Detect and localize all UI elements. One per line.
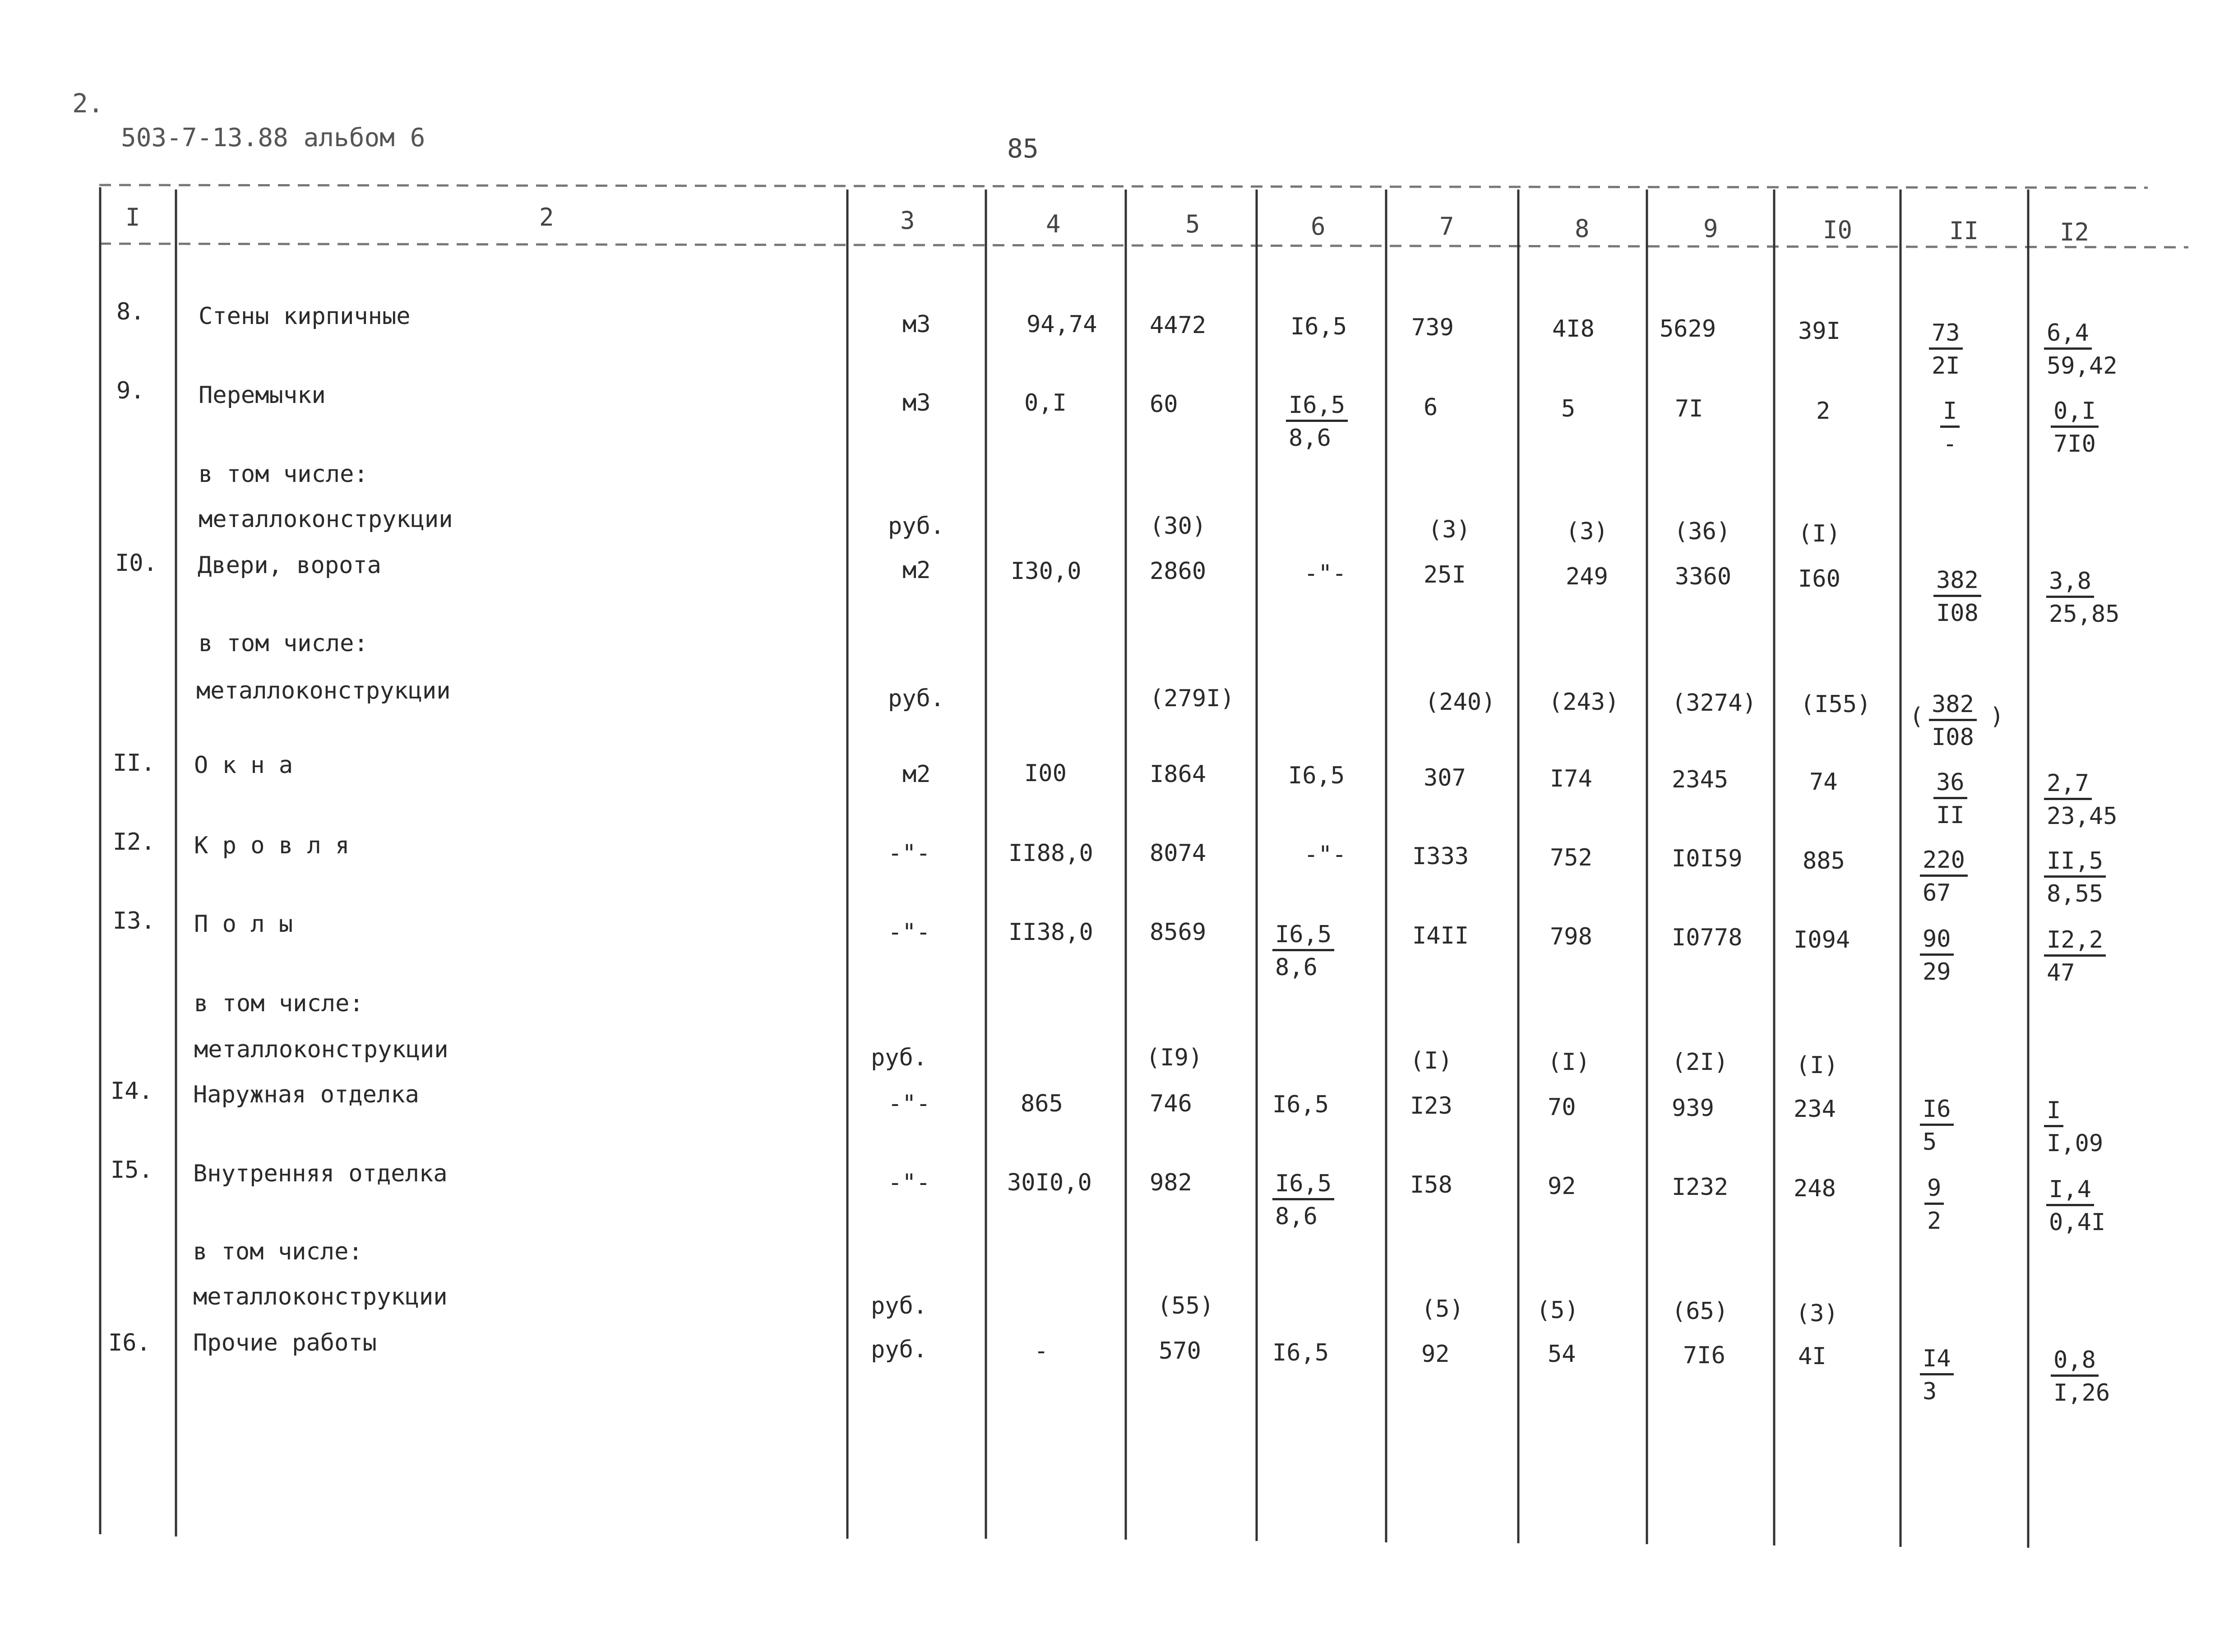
row-number: 9. [116, 377, 145, 404]
cell-col6: I6,5 [1272, 1339, 1329, 1366]
fraction-numerator: 382 [1929, 693, 1977, 721]
cell-col6-fraction [1286, 393, 1348, 450]
cell-col7: (3) [1428, 516, 1470, 543]
unit-cell: руб. [871, 1292, 928, 1319]
fraction-numerator: I6,5 [1272, 923, 1334, 951]
cell-col10: (3) [1796, 1300, 1838, 1327]
including-label: в том числе: [199, 461, 368, 488]
cell-col6-fraction [1272, 1172, 1334, 1228]
fraction-numerator: 3,8 [2046, 569, 2094, 598]
row-name: Прочие работы [193, 1329, 377, 1356]
cell-col5: 8569 [1150, 919, 1207, 946]
row-name: металлоконструкции [193, 1283, 448, 1310]
cell-col4: 0,I [1024, 389, 1067, 416]
document-code: 503-7-13.88 альбом 6 [121, 123, 425, 153]
cell-col5: (30) [1150, 513, 1207, 540]
row-name: К р о в л я [194, 832, 350, 859]
cell-col8: 249 [1566, 563, 1608, 590]
cell-col11-fraction [1920, 1347, 1954, 1403]
fraction-numerator: 73 [1929, 321, 1963, 350]
including-label: в том числе: [193, 1238, 363, 1265]
unit-cell: руб. [888, 513, 945, 540]
cell-col10: (I) [1796, 1052, 1838, 1079]
cell-col6: -"- [1304, 841, 1346, 868]
fraction-denominator: 67 [1923, 879, 1951, 907]
cell-col10: I60 [1798, 565, 1840, 592]
fraction-denominator: 0,4I [2049, 1209, 2106, 1236]
cell-col9: I0I59 [1672, 845, 1743, 872]
cell-col4: 865 [1021, 1090, 1063, 1117]
cell-col8: (5) [1536, 1297, 1579, 1324]
fraction-numerator: 36 [1933, 771, 1967, 799]
cell-col12-fraction [2044, 321, 2120, 378]
cell-col4: - [1034, 1337, 1049, 1365]
cell-col12-fraction [2051, 399, 2099, 456]
cell-col8: 752 [1550, 844, 1592, 871]
cell-col12-fraction [2044, 849, 2106, 906]
cell-col5: 982 [1150, 1169, 1192, 1196]
fraction-denominator: 3 [1923, 1378, 1937, 1405]
cell-col8: (I) [1548, 1049, 1590, 1076]
column-number-5: 5 [1185, 210, 1200, 238]
fraction-numerator: 2,7 [2044, 772, 2092, 800]
cell-col9: 2345 [1672, 766, 1729, 793]
cell-col11-fraction [1929, 321, 1963, 378]
fraction-numerator: 9 [1924, 1176, 1944, 1205]
unit-cell: м2 [902, 761, 931, 788]
unit-cell: м2 [902, 557, 931, 584]
cell-col12-fraction [2044, 772, 2120, 828]
cell-col9: 939 [1672, 1095, 1714, 1122]
cell-col11-fraction [1940, 399, 1960, 456]
cell-col6: -"- [1304, 560, 1346, 587]
cell-col7: I58 [1410, 1171, 1452, 1199]
cell-col11-fraction [1933, 569, 1981, 625]
fraction-denominator: II [1936, 802, 1965, 829]
cell-col9: 3360 [1675, 563, 1732, 590]
column-number-2: 2 [539, 203, 554, 231]
column-number-1: I [125, 203, 140, 231]
cell-col9: 7I [1675, 395, 1703, 422]
row-name: Перемычки [199, 382, 326, 409]
cell-col5: I864 [1150, 761, 1207, 788]
cell-col9: (2I) [1672, 1049, 1729, 1076]
fraction-denominator: 2I [1932, 352, 1960, 379]
cell-col9: 7I6 [1683, 1342, 1725, 1369]
row-name: металлоконструкции [199, 506, 453, 533]
cell-col8: I74 [1550, 765, 1592, 792]
cell-col5: 4472 [1150, 312, 1207, 339]
cell-col5: (I9) [1146, 1044, 1203, 1071]
unit-cell: -"- [888, 1169, 930, 1196]
cell-col9: (36) [1674, 518, 1731, 545]
column-number-3: 3 [900, 206, 915, 235]
cell-col12-fraction [2046, 569, 2122, 626]
cell-col10: (I55) [1800, 691, 1871, 718]
cell-col6: I6,5 [1288, 762, 1345, 789]
cell-col7: 307 [1424, 764, 1466, 791]
fraction-numerator: 0,8 [2051, 1348, 2099, 1377]
cell-col4: II38,0 [1008, 919, 1093, 946]
cell-col11-fraction [1933, 771, 1967, 827]
cell-col5: 60 [1150, 391, 1178, 418]
including-label: в том числе: [199, 630, 368, 657]
cell-col7: 25I [1424, 561, 1466, 588]
fraction-denominator: 47 [2047, 959, 2075, 986]
cell-col11-fraction [1924, 1176, 1944, 1233]
cell-col9: I232 [1672, 1174, 1729, 1201]
cell-col7: I4II [1412, 922, 1469, 949]
cell-col9: (65) [1672, 1298, 1729, 1325]
fraction-denominator: 8,6 [1275, 1203, 1318, 1230]
cell-col11-fraction [1929, 693, 1977, 749]
cell-col4: 30I0,0 [1007, 1169, 1092, 1196]
cell-col11-open-paren: ( [1910, 703, 1924, 730]
cell-col5: 2860 [1150, 558, 1207, 585]
cell-col12-fraction [2046, 1178, 2108, 1234]
column-number-4: 4 [1046, 210, 1061, 238]
cell-col10: 4I [1798, 1343, 1826, 1370]
fraction-denominator: 59,42 [2047, 352, 2118, 379]
cell-col10: 2 [1816, 398, 1831, 425]
row-name: Внутренняя отделка [193, 1160, 448, 1187]
cell-col8: 4I8 [1552, 315, 1595, 342]
column-number-11: II [1949, 217, 1979, 245]
cell-col6: I6,5 [1290, 313, 1347, 340]
fraction-numerator: II,5 [2044, 849, 2106, 878]
unit-cell: руб. [888, 685, 945, 712]
row-number: I4. [111, 1078, 153, 1105]
cell-col12-fraction [2044, 928, 2106, 985]
fraction-denominator: - [1943, 430, 1957, 458]
cell-col8: (3) [1566, 518, 1608, 545]
header-bottom-rule [99, 244, 2188, 247]
row-number: I0. [115, 550, 157, 577]
column-number-6: 6 [1311, 212, 1326, 241]
unit-cell: -"- [888, 1090, 930, 1117]
fraction-numerator: I [1940, 399, 1960, 428]
row-number: II. [113, 750, 155, 777]
fraction-numerator: I6,5 [1286, 393, 1348, 422]
cell-col6: I6,5 [1272, 1091, 1329, 1118]
cell-col8: (243) [1549, 689, 1619, 716]
fraction-numerator: I6,5 [1272, 1172, 1334, 1200]
unit-cell: м3 [902, 389, 931, 416]
fraction-numerator: I6 [1920, 1097, 1954, 1126]
unit-cell: руб. [871, 1336, 928, 1363]
cell-col5: (279I) [1150, 685, 1235, 712]
fraction-numerator: 220 [1920, 848, 1968, 877]
unit-cell: -"- [888, 919, 930, 946]
fraction-denominator: 2 [1927, 1208, 1942, 1235]
fraction-denominator: 7I0 [2053, 430, 2096, 458]
cell-col11-fraction [1920, 927, 1954, 984]
column-number-10: I0 [1823, 216, 1853, 244]
unit-cell: руб. [871, 1044, 928, 1071]
row-name: Двери, ворота [198, 552, 381, 579]
cell-col7: I333 [1412, 843, 1469, 870]
column-number-8: 8 [1575, 214, 1590, 243]
fraction-denominator: 5 [1923, 1129, 1937, 1156]
row-name: П о л ы [194, 911, 293, 938]
cell-col6-fraction [1272, 923, 1334, 979]
cell-col5: 746 [1150, 1090, 1192, 1117]
cell-col8: 92 [1548, 1173, 1576, 1200]
fraction-denominator: I,09 [2047, 1130, 2104, 1157]
fraction-denominator: 8,6 [1275, 954, 1318, 981]
cell-col4: I00 [1024, 760, 1067, 787]
row-name: О к н а [194, 752, 293, 779]
cell-col12-fraction [2044, 1099, 2106, 1155]
row-number: 8. [116, 298, 145, 325]
fraction-denominator: I08 [1936, 600, 1979, 627]
fraction-numerator: 6,4 [2044, 321, 2092, 350]
cell-col12-fraction [2051, 1348, 2113, 1405]
fraction-numerator: 0,I [2051, 399, 2099, 428]
fraction-numerator: 90 [1920, 927, 1954, 956]
cell-col7: 6 [1424, 394, 1438, 421]
fraction-numerator: 382 [1933, 569, 1981, 597]
cell-col11-fraction [1920, 848, 1968, 905]
row-number: I6. [108, 1329, 151, 1356]
column-number-7: 7 [1439, 212, 1454, 241]
cell-col10: 39I [1798, 318, 1840, 345]
cell-col10: I094 [1794, 926, 1850, 953]
including-label: в том числе: [194, 990, 364, 1017]
cell-col8: 54 [1548, 1341, 1576, 1368]
unit-cell: м3 [902, 311, 931, 338]
unit-cell: -"- [888, 840, 930, 867]
cell-col10: 74 [1809, 768, 1838, 796]
cell-col5: 570 [1159, 1337, 1201, 1365]
row-number: I3. [113, 907, 155, 935]
row-name: металлоконструкции [194, 1036, 449, 1063]
fraction-numerator: I2,2 [2044, 928, 2106, 957]
cell-col11-close-paren: ) [1990, 703, 2004, 730]
cell-col10: 248 [1794, 1175, 1836, 1202]
row-number: I5. [111, 1157, 153, 1184]
cell-col8: 5 [1561, 395, 1576, 422]
page-mark: 2. [72, 88, 104, 119]
fraction-denominator: I08 [1932, 724, 1974, 751]
cell-col11-fraction [1920, 1097, 1954, 1154]
cell-col7: (240) [1425, 689, 1496, 716]
row-name: Наружная отделка [193, 1081, 419, 1108]
fraction-denominator: 8,6 [1289, 425, 1331, 452]
cell-col8: 798 [1550, 923, 1592, 950]
fraction-numerator: I [2044, 1099, 2063, 1127]
fraction-denominator: I,26 [2053, 1379, 2110, 1407]
cell-col4: I30,0 [1011, 558, 1082, 585]
cell-col7: (5) [1421, 1296, 1464, 1323]
column-number-9: 9 [1703, 214, 1718, 243]
page-number: 85 [1007, 133, 1039, 164]
cell-col4: 94,74 [1027, 311, 1097, 338]
cell-col8: 70 [1548, 1094, 1576, 1121]
cell-col5: 8074 [1150, 840, 1207, 867]
fraction-denominator: 25,85 [2049, 601, 2120, 628]
fraction-numerator: I4 [1920, 1347, 1954, 1375]
row-number: I2. [113, 828, 155, 856]
cell-col9: I0778 [1672, 924, 1743, 951]
cell-col5: (55) [1157, 1292, 1214, 1319]
fraction-numerator: I,4 [2046, 1178, 2094, 1206]
cell-col10: 234 [1794, 1096, 1836, 1123]
table-top-rule [99, 185, 2148, 188]
row-name: металлоконструкции [196, 677, 451, 704]
fraction-denominator: 23,45 [2047, 803, 2118, 830]
cell-col9: 5629 [1660, 315, 1716, 342]
cell-col9: (3274) [1672, 689, 1757, 717]
fraction-denominator: 8,55 [2047, 880, 2104, 907]
row-name: Стены кирпичные [199, 303, 411, 330]
cell-col7: (I) [1410, 1047, 1452, 1074]
cell-col7: 739 [1411, 314, 1454, 341]
cell-col10: (I) [1798, 520, 1840, 547]
cell-col7: I23 [1410, 1092, 1452, 1120]
column-number-12: I2 [2060, 218, 2090, 246]
cell-col7: 92 [1421, 1341, 1450, 1368]
cell-col4: II88,0 [1008, 840, 1093, 867]
cell-col10: 885 [1803, 847, 1845, 875]
fraction-denominator: 29 [1923, 958, 1951, 986]
